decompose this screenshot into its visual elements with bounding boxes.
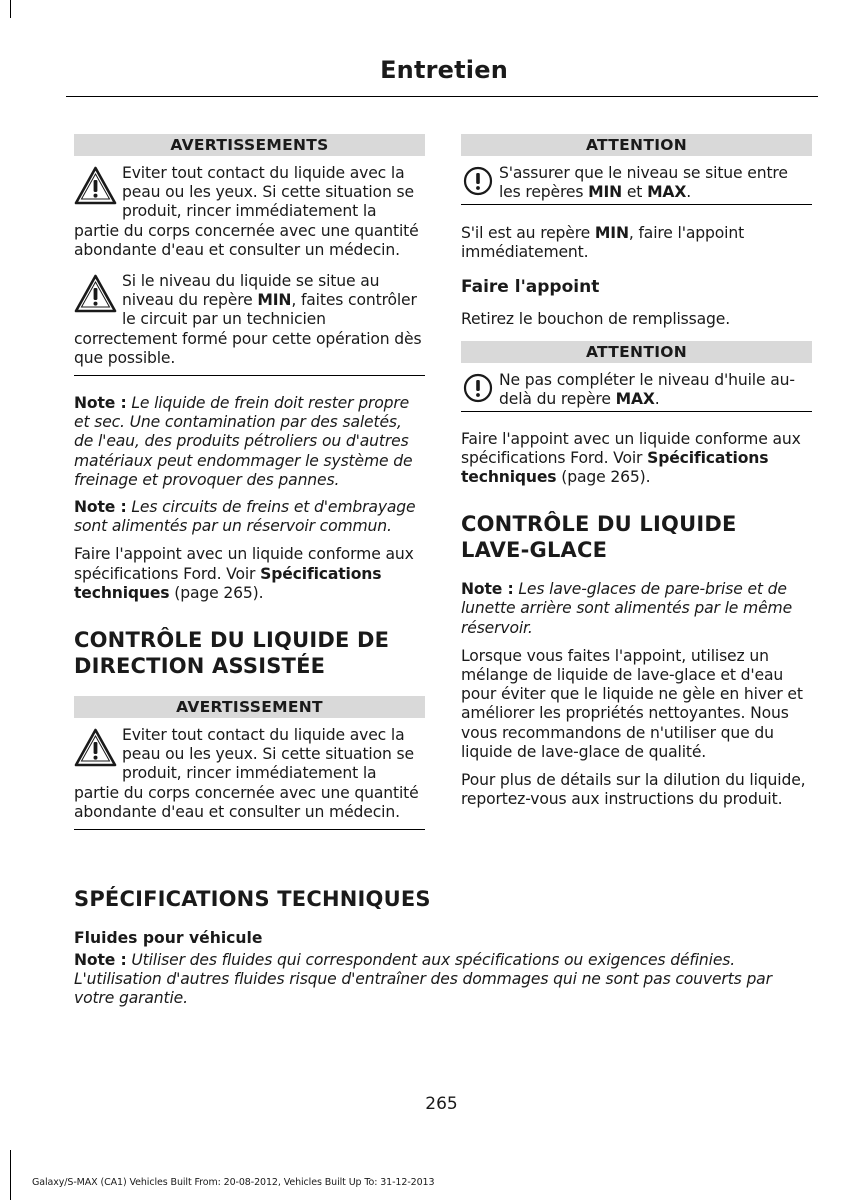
specs-link[interactable]: Spécifications techniques: [461, 448, 769, 487]
subheading-vehicle-fluids: Fluides pour véhicule: [74, 929, 263, 947]
specs-section: [74, 886, 814, 1009]
page-number: 265: [425, 1094, 458, 1114]
warning-triangle-icon: [74, 274, 117, 314]
attention-text: Ne pas compléter le niveau d'huile au-delà du repère MAX.: [499, 370, 795, 408]
attention-text: S'assurer que le niveau se situe entre les repères MIN et MAX.: [499, 164, 788, 202]
warning-triangle-icon: [74, 166, 117, 206]
section-divider: [461, 204, 812, 205]
note-brake-fluid: Note : Le liquide de frein doit rester propre et sec. Une contamination par des saletés, de l'eau, des produits pétroliers ou d'autres matériaux peut endommager le système de freinage et provoquer des pannes.: [74, 394, 413, 489]
note-fluids: Note : Utiliser des fluides qui correspondent aux spécifications ou exigences définies. L'utilisation d'autres fluides risque d'entraîner des dommages qui ne sont pas couverts par votre garantie.: [74, 951, 772, 1008]
section-heading-specs: SPÉCIFICATIONS TECHNIQUES: [74, 887, 431, 911]
remove-cap-text: Retirez le bouchon de remplissage.: [461, 310, 731, 329]
section-divider: [74, 375, 425, 376]
attention-block: [461, 371, 812, 411]
warnings-heading: AVERTISSEMENTS: [74, 134, 425, 156]
specs-link[interactable]: Spécifications techniques: [74, 564, 382, 602]
note-shared-reservoir: Note : Les circuits de freins et d'embrayage sont alimentés par un réservoir commun.: [74, 498, 416, 536]
section-divider: [74, 829, 425, 830]
section-heading-power-steering: CONTRÔLE DU LIQUIDE DE DIRECTION ASSISTÉE: [74, 628, 390, 679]
warning-block: [74, 726, 425, 822]
left-column: [74, 134, 425, 830]
warning-triangle-icon: [74, 728, 117, 768]
attention-block: [461, 164, 812, 204]
subheading-fill: Faire l'appoint: [461, 277, 600, 298]
attention-exclamation-icon: [463, 166, 493, 196]
warning-heading: AVERTISSEMENT: [74, 696, 425, 718]
page-title: Entretien: [380, 56, 508, 84]
note-washer-reservoir: Note : Les lave-glaces de pare-brise et de lunette arrière sont alimentés par le même réservoir.: [461, 580, 793, 637]
attention-heading: ATTENTION: [461, 341, 812, 363]
warning-block: [74, 272, 425, 368]
warning-text: Si le niveau du liquide se situe au niveau du repère MIN, faites contrôler le circuit par un technicien correctement formé pour cette opération dès que possible.: [74, 272, 422, 367]
header-divider: [66, 96, 818, 97]
warning-text: Eviter tout contact du liquide avec la peau ou les yeux. Si cette situation se produit, rincer immédiatement la partie du corps concernée avec une quantité abondante d'eau et consulter un médecin.: [74, 164, 419, 259]
fill-instruction: Faire l'appoint avec un liquide conforme aux spécifications Ford. Voir Spécifications techniques (page 265).: [74, 545, 414, 602]
min-level-text: S'il est au repère MIN, faire l'appoint immédiatement.: [461, 224, 745, 262]
attention-exclamation-icon: [463, 373, 493, 403]
crop-mark-top: [10, 0, 11, 18]
washer-dilution-text: Pour plus de détails sur la dilution du liquide, reportez-vous aux instructions du produit.: [461, 771, 806, 809]
warning-text: Eviter tout contact du liquide avec la peau ou les yeux. Si cette situation se produit, rincer immédiatement la partie du corps concernée avec une quantité abondante d'eau et consulter un médecin.: [74, 726, 419, 821]
fill-instruction: Faire l'appoint avec un liquide conforme aux spécifications Ford. Voir Spécifications techniques (page 265).: [461, 429, 801, 487]
page-footer: Galaxy/S-MAX (CA1) Vehicles Built From: 20-08-2012, Vehicles Built Up To: 31-12-2013: [32, 1177, 435, 1188]
crop-mark-bottom: [10, 1150, 11, 1200]
attention-heading: ATTENTION: [461, 134, 812, 156]
section-divider: [461, 411, 812, 412]
right-column: [461, 134, 812, 809]
warning-block: [74, 164, 425, 260]
washer-mix-text: Lorsque vous faites l'appoint, utilisez un mélange de liquide de lave-glace et d'eau pour éviter que le liquide ne gèle en hiver et améliorer les propriétés nettoyantes. Nous vous recommandons de n'utiliser que du liquide de lave-glace de qualité.: [461, 646, 803, 761]
section-heading-washer-fluid: CONTRÔLE DU LIQUIDE LAVE-GLACE: [461, 512, 737, 563]
